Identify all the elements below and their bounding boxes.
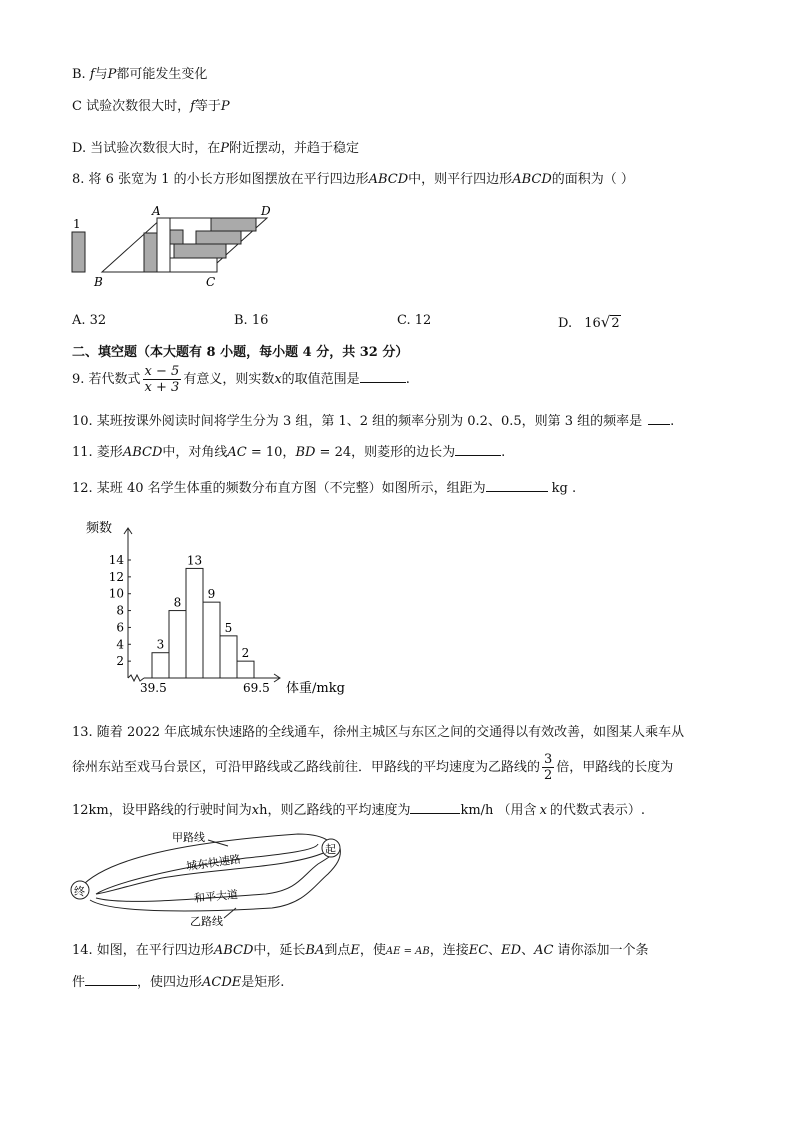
q8-parallelogram-figure bbox=[64, 200, 294, 292]
q8-option-b: B. 16 bbox=[234, 313, 269, 328]
q9-fraction: $\frac{x - 5}{x + 3}$ bbox=[144, 364, 180, 395]
rect-4 bbox=[174, 244, 226, 258]
unit-rectangle-label: 1 bbox=[73, 217, 81, 231]
histogram-data-label-0: 3 bbox=[156, 637, 165, 652]
q8-option-a: A. 32 bbox=[72, 313, 107, 328]
vertex-a-label: A bbox=[152, 204, 161, 218]
start-point-label: 起 bbox=[325, 843, 336, 856]
vertex-b-label: B bbox=[94, 275, 103, 289]
q7-option-c: C 试验次数很大时，f等于P bbox=[72, 99, 230, 114]
route-b-label: 乙路线 bbox=[190, 915, 223, 928]
rect-5 bbox=[196, 231, 241, 244]
rect-2 bbox=[157, 218, 170, 272]
histogram-y-tick-label-6: 6 bbox=[116, 620, 124, 635]
q7-option-d: D. 当试验次数很大时，在P附近摆动，并趋于稳定 bbox=[72, 141, 359, 156]
section-2-title: 二、填空题（本大题有 8 小题，每小题 4 分，共 32 分） bbox=[72, 345, 409, 360]
histogram-x-label: 体重/mkg bbox=[286, 681, 345, 696]
rect-1 bbox=[144, 233, 157, 272]
q14-answer-blank[interactable] bbox=[85, 973, 137, 986]
histogram-y-label: 频数 bbox=[86, 521, 113, 536]
histogram-data-label-4: 5 bbox=[224, 620, 233, 635]
vertex-d-label: D bbox=[261, 204, 271, 218]
q13-route-map bbox=[66, 828, 356, 928]
route-b-pointer bbox=[224, 908, 236, 918]
histogram-bar-3 bbox=[203, 602, 220, 678]
histogram-bar-1 bbox=[169, 611, 186, 678]
histogram-y-tick-label-12: 12 bbox=[108, 569, 124, 584]
q12-histogram bbox=[80, 520, 360, 700]
q14-line2: 件 ，使四边形ACDE是矩形. bbox=[72, 975, 285, 990]
rect-6 bbox=[211, 218, 256, 231]
q13-fraction: $\frac{3}{2}$ bbox=[544, 752, 553, 783]
q13-line1: 13. 随着 2022 年底城东快速路的全线通车，徐州主城区与东区之间的交通得以有效改善，如图某人乘车从 bbox=[72, 725, 685, 740]
histogram-bar-2 bbox=[186, 568, 203, 678]
q11-answer-blank[interactable] bbox=[455, 443, 501, 456]
histogram-bar-5 bbox=[237, 661, 254, 678]
q13-line3: 12km，设甲路线的行驶时间为xh，则乙路线的平均速度为 km/h （用含 x 的代数式表示）. bbox=[72, 803, 646, 818]
q13-line2: 徐州东站至戏马台景区，可沿甲路线或乙路线前往．甲路线的平均速度为乙路线的 $\frac{3}{2}$ 倍，甲路线的长度为 bbox=[72, 752, 674, 783]
histogram-data-label-3: 9 bbox=[207, 587, 216, 602]
q10: 10. 某班按课外阅读时间将学生分为 3 组，第 1、2 组的频率分别为 0.2、0.5，则第 3 组的频率是 . bbox=[72, 414, 675, 429]
histogram-x-tick-end: 69.5 bbox=[243, 681, 270, 695]
histogram-y-tick-label-2: 2 bbox=[116, 654, 124, 669]
end-point-label: 终 bbox=[74, 885, 85, 898]
q8-option-c: C. 12 bbox=[397, 313, 432, 328]
histogram-x-tick-start: 39.5 bbox=[140, 681, 167, 695]
q10-answer-blank[interactable] bbox=[648, 412, 670, 425]
q9-answer-blank[interactable] bbox=[360, 370, 406, 383]
road-a-label: 城东快速路 bbox=[185, 852, 242, 874]
q11: 11. 菱形ABCD中，对角线AC = 10，BD = 24，则菱形的边长为 . bbox=[72, 445, 506, 460]
q12-answer-blank[interactable] bbox=[486, 479, 548, 492]
q13-answer-blank[interactable] bbox=[410, 801, 460, 814]
histogram-bar-0 bbox=[152, 653, 169, 678]
q8-stem: 8. 将 6 张宽为 1 的小长方形如图摆放在平行四边形ABCD中，则平行四边形ABCD的面积为（ ） bbox=[72, 172, 634, 187]
q8-option-d: D. 16√2 bbox=[558, 313, 620, 331]
unit-rectangle bbox=[72, 232, 85, 272]
histogram-data-label-5: 2 bbox=[241, 646, 250, 661]
histogram-bars bbox=[152, 568, 254, 678]
histogram-data-label-2: 13 bbox=[186, 553, 203, 568]
road-b-label: 和平大道 bbox=[193, 888, 239, 905]
histogram-bar-4 bbox=[220, 636, 237, 678]
q9: 9. 若代数式 $\frac{x - 5}{x + 3}$ 有意义，则实数x的取值范围是 . bbox=[72, 364, 410, 395]
q7-option-b: B. f与P都可能发生变化 bbox=[72, 67, 208, 82]
route-a-label: 甲路线 bbox=[172, 831, 205, 844]
rect-7 bbox=[170, 230, 183, 244]
histogram-y-tick-label-4: 4 bbox=[116, 637, 124, 652]
histogram-data-label-1: 8 bbox=[173, 595, 182, 610]
q14-line1: 14. 如图，在平行四边形ABCD中，延长BA到点E，使AE = AB，连接EC、ED、AC 请你添加一个条 bbox=[72, 943, 649, 958]
histogram-y-tick-label-10: 10 bbox=[108, 586, 124, 601]
q12: 12. 某班 40 名学生体重的频数分布直方图（不完整）如图所示，组距为 kg . bbox=[72, 481, 577, 496]
rect-3 bbox=[170, 258, 217, 272]
histogram-y-tick-label-8: 8 bbox=[116, 603, 124, 618]
vertex-c-label: C bbox=[206, 275, 216, 289]
histogram-y-tick-label-14: 14 bbox=[108, 553, 124, 567]
